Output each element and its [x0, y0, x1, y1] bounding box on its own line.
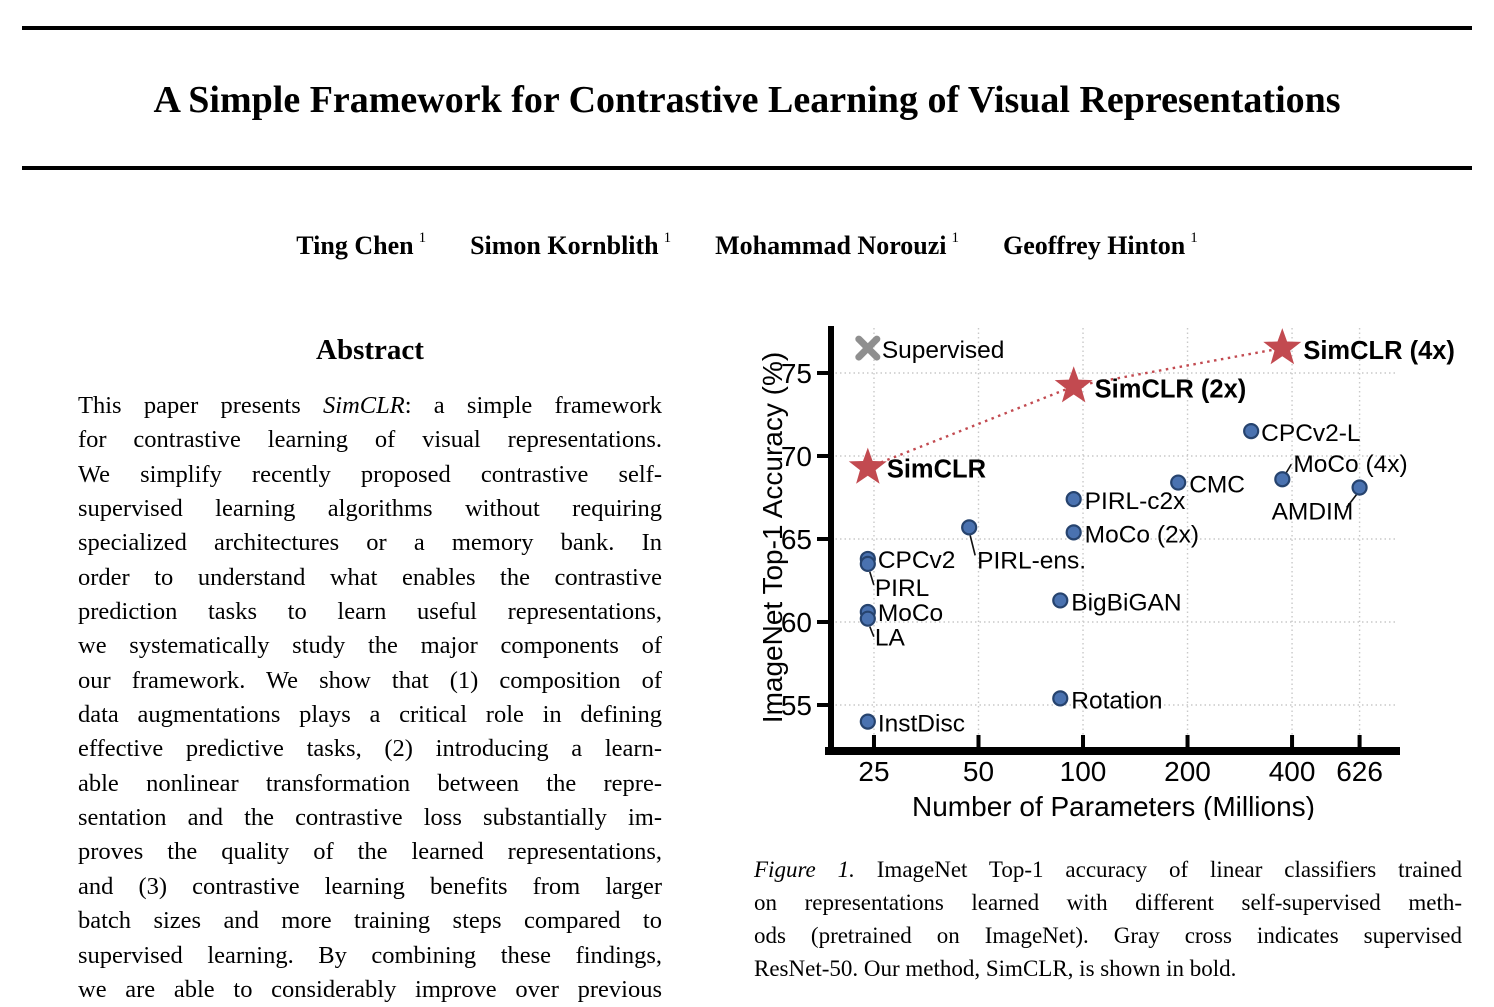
data-point-label: MoCo (2x): [1084, 521, 1200, 549]
label-connector: [970, 535, 975, 555]
author-affiliation-mark: 1: [1190, 230, 1198, 246]
y-tick-label: 60: [780, 606, 812, 638]
abstract-line: order to understand what enables the contrastive: [78, 563, 662, 591]
abstract-line: supervised learning algorithms without requiring: [78, 495, 662, 523]
author: [715, 231, 959, 261]
paper-title: A Simple Framework for Contrastive Learning of Visual Representations: [153, 79, 1341, 121]
data-point-star: [1055, 366, 1093, 402]
data-point-label: Supervised: [881, 337, 1005, 365]
abstract-section: [78, 332, 662, 1007]
y-tick-label: 55: [780, 690, 812, 722]
x-tick: [976, 735, 980, 747]
data-point-circle: [1053, 691, 1067, 705]
x-tick-label: 50: [962, 756, 995, 787]
y-tick-label: 70: [780, 440, 812, 472]
data-point-label: MoCo (4x): [1293, 451, 1408, 479]
x-axis-spine: [825, 747, 1400, 755]
author-list: [0, 231, 1494, 261]
abstract-line: we are able to considerably improve over previous: [78, 975, 662, 1003]
x-tick-label: 100: [1059, 756, 1107, 787]
abstract-line: sentation and the contrastive loss substantially im-: [78, 804, 662, 832]
x-tick-label: 200: [1164, 756, 1211, 787]
data-point-circle: [861, 557, 875, 571]
author-name: Ting Chen: [296, 231, 414, 260]
data-point-label: CMC: [1189, 471, 1245, 499]
caption-line: ResNet-50. Our method, SimCLR, is shown in bold.: [754, 956, 1237, 981]
y-axis-label: ImageNet Top-1 Accuracy (%): [757, 351, 788, 724]
x-tick: [1290, 735, 1294, 747]
caption-line: on representations learned with different self-supervised meth-: [754, 890, 1462, 915]
y-tick: [817, 703, 828, 707]
abstract-line: able nonlinear transformation between the repre-: [78, 769, 662, 797]
author-name: Simon Kornblith: [470, 231, 659, 260]
author-affiliation-mark: 1: [663, 230, 672, 246]
data-point-star: [849, 448, 887, 484]
x-tick: [1081, 735, 1085, 747]
data-point-label: LA: [874, 624, 905, 652]
data-point-circle: [1067, 525, 1081, 539]
y-tick: [817, 371, 828, 375]
y-axis-spine: [828, 326, 834, 755]
x-tick-label: 25: [858, 756, 890, 787]
x-tick: [1358, 735, 1362, 747]
data-point-label: CPCv2: [877, 546, 956, 574]
author-name: Geoffrey Hinton: [1003, 231, 1186, 260]
data-point-label: SimCLR (4x): [1303, 337, 1455, 366]
data-point-circle: [1053, 593, 1067, 607]
data-point-circle: [1275, 472, 1289, 486]
abstract-line: proves the quality of the learned representations,: [78, 838, 662, 866]
abstract-line: supervised learning. By combining these findings,: [78, 941, 662, 969]
data-point-label: PIRL: [874, 574, 930, 602]
x-tick-label: 626: [1336, 756, 1383, 787]
abstract-line: batch sizes and more training steps compared to: [78, 907, 662, 935]
y-tick: [817, 537, 828, 541]
data-point-circle: [861, 715, 875, 729]
data-point-label: CPCv2-L: [1261, 420, 1361, 448]
data-point-label: PIRL-ens.: [977, 547, 1087, 575]
data-point-label: SimCLR: [886, 455, 987, 484]
abstract-line: We simplify recently proposed contrastive self-: [78, 460, 662, 488]
data-point-label: Rotation: [1071, 687, 1163, 715]
figure-1-chart: [752, 318, 1476, 820]
abstract-text: [78, 389, 662, 1007]
data-point-circle: [962, 520, 976, 534]
label-connector: [870, 572, 874, 585]
data-point-label: InstDisc: [877, 710, 965, 738]
abstract-line: effective predictive tasks, (2) introducing a learn-: [78, 735, 662, 763]
x-tick: [1186, 735, 1190, 747]
data-point-circle: [861, 612, 875, 626]
simclr-trend-line: [868, 348, 1283, 468]
y-tick-label: 75: [780, 357, 812, 389]
title-rule: [22, 166, 1472, 170]
abstract-line: our framework. We show that (1) composition of: [78, 666, 662, 694]
data-point-label: AMDIM: [1271, 498, 1354, 526]
author: [1003, 231, 1198, 261]
author-affiliation-mark: 1: [418, 230, 427, 246]
abstract-heading: Abstract: [316, 334, 424, 366]
figure-1-caption: [754, 853, 1462, 985]
data-point-circle: [1067, 492, 1081, 506]
y-tick: [817, 620, 828, 624]
abstract-line: data augmentations plays a critical role in defining: [78, 701, 662, 729]
author-name: Mohammad Norouzi: [715, 231, 947, 260]
abstract-line: prediction tasks to learn useful representations,: [78, 598, 662, 626]
label-connector: [870, 627, 874, 637]
x-axis-label: Number of Parameters (Millions): [912, 791, 1315, 820]
data-point-star: [1263, 328, 1301, 364]
abstract-line: and (3) contrastive learning benefits from larger: [78, 872, 662, 900]
caption-line: ods (pretrained on ImageNet). Gray cross indicates supervised: [754, 923, 1462, 948]
abstract-line: This paper presents SimCLR: a simple framework: [78, 392, 662, 419]
data-point-circle: [1244, 424, 1258, 438]
data-point-label: SimCLR (2x): [1094, 375, 1247, 404]
data-point-label: MoCo: [877, 600, 944, 628]
abstract-line: we systematically study the major components of: [78, 632, 662, 660]
caption-line: Figure 1. ImageNet Top-1 accuracy of linear classifiers trained: [754, 857, 1462, 882]
x-tick: [872, 735, 876, 747]
abstract-line: for contrastive learning of visual representations.: [78, 426, 662, 454]
data-point-circle: [1353, 481, 1367, 495]
figure-1: [752, 318, 1476, 820]
data-point-label: BigBiGAN: [1071, 589, 1182, 617]
y-tick-label: 65: [780, 523, 812, 555]
y-tick: [817, 454, 828, 458]
x-tick-label: 400: [1268, 756, 1316, 787]
author-affiliation-mark: 1: [951, 230, 959, 246]
top-rule: [22, 26, 1472, 30]
author: [470, 231, 671, 261]
abstract-line: specialized architectures or a memory bank. In: [78, 529, 662, 557]
data-point-label: PIRL-c2x: [1084, 488, 1186, 516]
author: [296, 231, 426, 261]
